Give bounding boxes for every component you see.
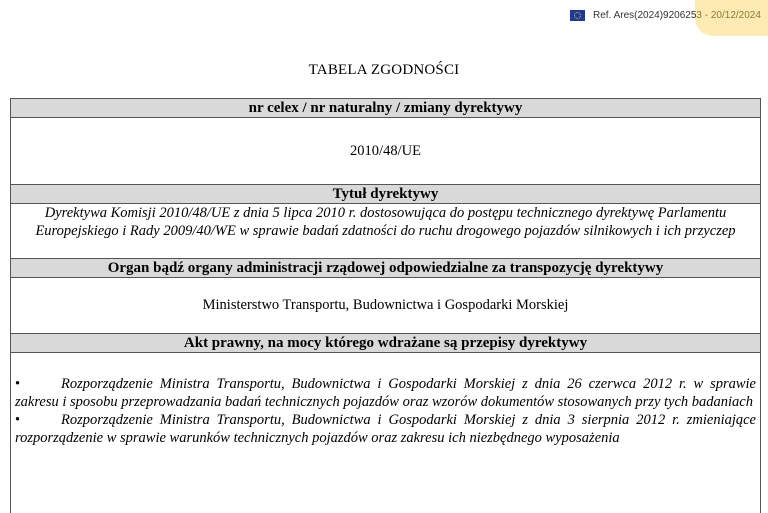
section-header-legal-act: Akt prawny, na mocy którego wdrażane są przepisy dyrektywy <box>11 334 760 353</box>
authority-value: Ministerstwo Transportu, Budownictwa i Gospodarki Morskiej <box>202 297 569 313</box>
legal-acts-list <box>11 353 760 513</box>
compliance-table <box>10 98 761 513</box>
section-header-celex: nr celex / nr naturalny / zmiany dyrektywy <box>11 99 760 118</box>
bullet-icon: • <box>15 412 21 428</box>
reference-stamp <box>570 10 761 21</box>
celex-number <box>11 118 760 185</box>
eu-flag-icon <box>570 10 585 21</box>
list-item <box>15 411 756 447</box>
list-item <box>15 375 756 411</box>
list-item-text: Rozporządzenie Ministra Transportu, Budownictwa i Gospodarki Morskiej z dnia 26 czerwca 2012 r. w sprawie zakresu i sposobu przeprowadzania badań technicznych pojazdów oraz wzorów dokumentów stosowanych przy tych badaniach <box>15 376 756 410</box>
reference-number: Ref. Ares(2024)920625 <box>593 10 697 21</box>
section-header-title: Tytuł dyrektywy <box>11 185 760 204</box>
authority <box>11 278 760 334</box>
list-item-text: Rozporządzenie Ministra Transportu, Budownictwa i Gospodarki Morskiej z dnia 3 sierpnia 2012 r. zmieniające rozporządzenie w sprawie warunków technicznych pojazdów oraz zakresu ich niezbędnego wyposażenia <box>15 412 756 446</box>
bullet-icon: • <box>15 376 21 392</box>
reference-date: 3 - 20/12/2024 <box>696 10 761 21</box>
document-title: TABELA ZGODNOŚCI <box>308 62 460 78</box>
directive-title: Dyrektywa Komisji 2010/48/UE z dnia 5 lipca 2010 r. dostosowująca do postępu technicznego dyrektywę Parlamentu Europejskiego i Rady 2009/40/WE w sprawie badań zdatności do ruchu drogowego pojazdów silnikowych i ich przyczep <box>11 204 760 259</box>
section-header-authority: Organ bądź organy administracji rządowej odpowiedzialne za transpozycję dyrektywy <box>11 259 760 278</box>
celex-value: 2010/48/UE <box>350 142 421 159</box>
